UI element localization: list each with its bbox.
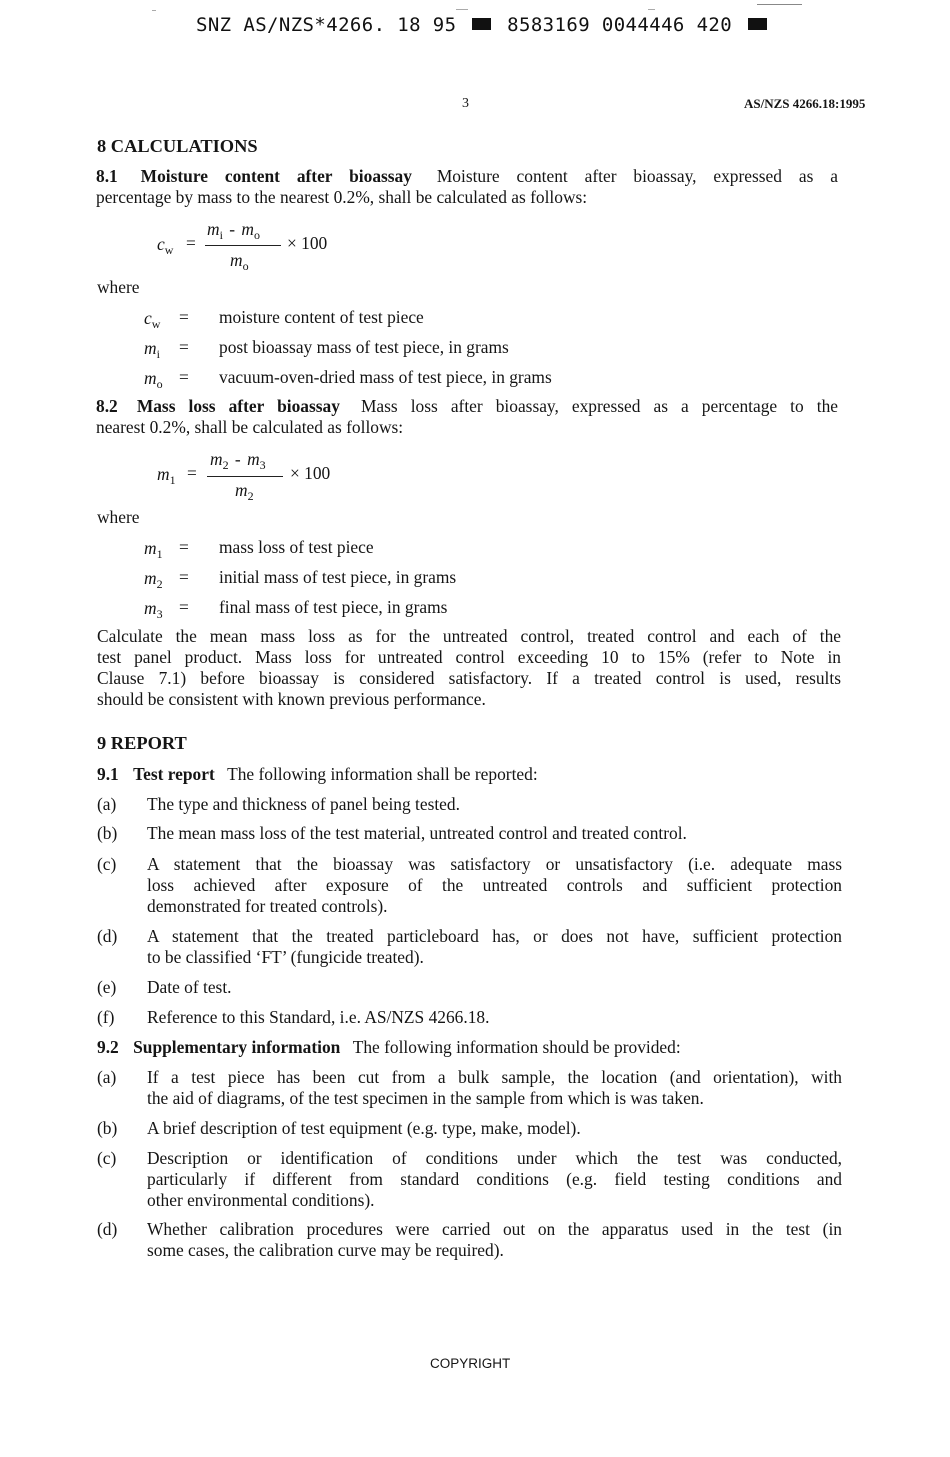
list-item: Reference to this Standard, i.e. AS/NZS 4266.18.: [147, 1007, 490, 1027]
formula-equals: =: [187, 463, 197, 483]
def-symbol: $m_2$: [144, 568, 163, 591]
list-item: If a test piece has been cut from a bulk sample, the location (and orientation), with the aid of diagrams, of the test specimen in the sample from which is was taken.: [147, 1067, 842, 1108]
def-symbol: $m_1$: [144, 538, 163, 561]
clause-8-1-line2: percentage by mass to the nearest 0.2%, shall be calculated as follows:: [96, 187, 588, 207]
clause-8-2-title: Mass loss after bioassay: [136, 396, 340, 416]
list-item-label: (e): [97, 977, 117, 997]
scan-speck: [152, 10, 156, 11]
def-equals: =: [179, 307, 189, 327]
formula-multiplier: × 100: [290, 463, 331, 483]
clause-9-2-intro: The following information should be provided:: [352, 1037, 681, 1057]
redaction-block: [748, 18, 767, 30]
formula-lhs-sub: 1: [169, 473, 176, 487]
clause-8-2-line2: nearest 0.2%, shall be calculated as follows:: [96, 417, 404, 437]
def-symbol: $m_o$: [144, 368, 163, 391]
fraction-bar: [205, 245, 281, 246]
code-line-a: SNZ AS/NZS*4266. 18 95: [196, 14, 457, 36]
list-item: Description or identification of conditions under which the test was conducted, particularly if different from standard conditions (e.g. field testing conditions and other environmental conditions).: [147, 1148, 842, 1210]
list-item: A statement that the bioassay was satisfactory or unsatisfactory (i.e. adequate mass loss achieved after exposure of the untreated controls and sufficient protection demonstrated for treated controls).: [147, 854, 842, 916]
def-text: moisture content of test piece: [219, 307, 424, 327]
list-item-label: (b): [97, 823, 118, 843]
def-text: initial mass of test piece, in grams: [219, 567, 457, 587]
list-item: Whether calibration procedures were carried out on the apparatus used in the test (in some cases, the calibration curve may be required).: [147, 1219, 842, 1260]
def-symbol: $m_3$: [144, 598, 163, 621]
clause-8-2: [96, 396, 838, 438]
numerator-minus: -: [229, 219, 236, 239]
where-label: where: [97, 507, 140, 527]
clause-9-1-title: Test report: [133, 764, 215, 784]
list-item-label: (b): [97, 1118, 118, 1138]
formula-lhs-sub: w: [164, 243, 174, 257]
scan-rule-mark: [757, 4, 802, 5]
clause-9-1-number: 9.1: [97, 764, 119, 784]
formula-mass-loss: [140, 447, 400, 507]
list-item: A statement that the treated particleboard has, or does not have, sufficient protection to be classified ‘FT’ (fungicide treated).: [147, 926, 842, 967]
def-equals: =: [179, 567, 189, 587]
clause-9-2-title: Supplementary information: [133, 1037, 341, 1057]
calculation-note: Calculate the mean mass loss as for the untreated control, treated control and each of the test panel product. Mass loss for untreated control exceeding 10 to 15% (refer to Note in Clause 7.1) before bioassay is considered satisfactory. If a treated control is used, results should be consistent with known previous performance.: [97, 626, 841, 709]
standard-reference: AS/NZS 4266.18:1995: [744, 96, 866, 111]
def-text: final mass of test piece, in grams: [219, 597, 448, 617]
numerator-b: m: [241, 219, 254, 239]
scan-speck: [456, 9, 468, 10]
clause-9-1-intro: The following information shall be reported:: [227, 764, 538, 784]
denominator: m: [235, 480, 248, 500]
def-equals: =: [179, 597, 189, 617]
list-item-label: (c): [97, 854, 117, 874]
list-item-label: (a): [97, 794, 117, 814]
copyright-notice: COPYRIGHT: [430, 1356, 511, 1371]
redaction-block: [472, 18, 491, 30]
list-item: The mean mass loss of the test material, untreated control and treated control.: [147, 823, 687, 843]
clause-9-2: [97, 1037, 681, 1058]
list-item-label: (f): [97, 1007, 115, 1027]
def-equals: =: [179, 337, 189, 357]
list-item: The type and thickness of panel being tested.: [147, 794, 460, 814]
clause-8-1-number: 8.1: [96, 166, 118, 186]
scan-speck: [648, 9, 655, 10]
numerator-a-sub: i: [219, 228, 223, 242]
numerator-a-sub: 2: [222, 458, 229, 472]
numerator-b: m: [247, 449, 260, 469]
list-item-label: (d): [97, 926, 118, 946]
list-item-label: (a): [97, 1067, 117, 1087]
def-text: vacuum-oven-dried mass of test piece, in grams: [219, 367, 552, 387]
formula-equals: =: [186, 233, 196, 253]
where-label: where: [97, 277, 140, 297]
denominator-sub: 2: [247, 489, 254, 503]
clause-8-1-title: Moisture content after bioassay: [140, 166, 412, 186]
def-text: mass loss of test piece: [219, 537, 374, 557]
def-equals: =: [179, 367, 189, 387]
clause-8-1-line1: Moisture content after bioassay, expressed as a: [436, 166, 838, 186]
formula-moisture-content: [140, 216, 400, 276]
section-9-heading: 9 REPORT: [97, 733, 187, 753]
formula-multiplier: × 100: [287, 233, 328, 253]
numerator-a: m: [210, 449, 223, 469]
numerator-a: m: [207, 219, 220, 239]
def-text: post bioassay mass of test piece, in grams: [219, 337, 509, 357]
formula-lhs: c: [157, 234, 165, 254]
numerator-minus: -: [234, 449, 241, 469]
fraction-bar: [207, 476, 283, 477]
clause-8-2-number: 8.2: [96, 396, 118, 416]
section-8-heading: 8 CALCULATIONS: [97, 136, 258, 156]
clause-9-2-number: 9.2: [97, 1037, 119, 1057]
list-item: Date of test.: [147, 977, 232, 997]
def-equals: =: [179, 537, 189, 557]
document-code-line: [196, 14, 796, 36]
list-item: A brief description of test equipment (e.g. type, make, model).: [147, 1118, 581, 1138]
list-item-label: (c): [97, 1148, 117, 1168]
def-symbol: $m_i$: [144, 338, 160, 361]
page-number: 3: [462, 96, 469, 111]
clause-8-2-line1: Mass loss after bioassay, expressed as a percentage to the: [360, 396, 838, 416]
denominator-sub: o: [242, 259, 249, 273]
numerator-b-sub: o: [253, 228, 260, 242]
numerator-b-sub: 3: [259, 458, 266, 472]
clause-8-1: [96, 166, 838, 208]
denominator: m: [230, 250, 243, 270]
def-symbol: $c_w$: [144, 308, 161, 331]
clause-9-1: [97, 764, 538, 785]
code-line-b: 8583169 0044446 420: [507, 14, 733, 36]
formula-lhs: m: [157, 464, 170, 484]
list-item-label: (d): [97, 1219, 118, 1239]
